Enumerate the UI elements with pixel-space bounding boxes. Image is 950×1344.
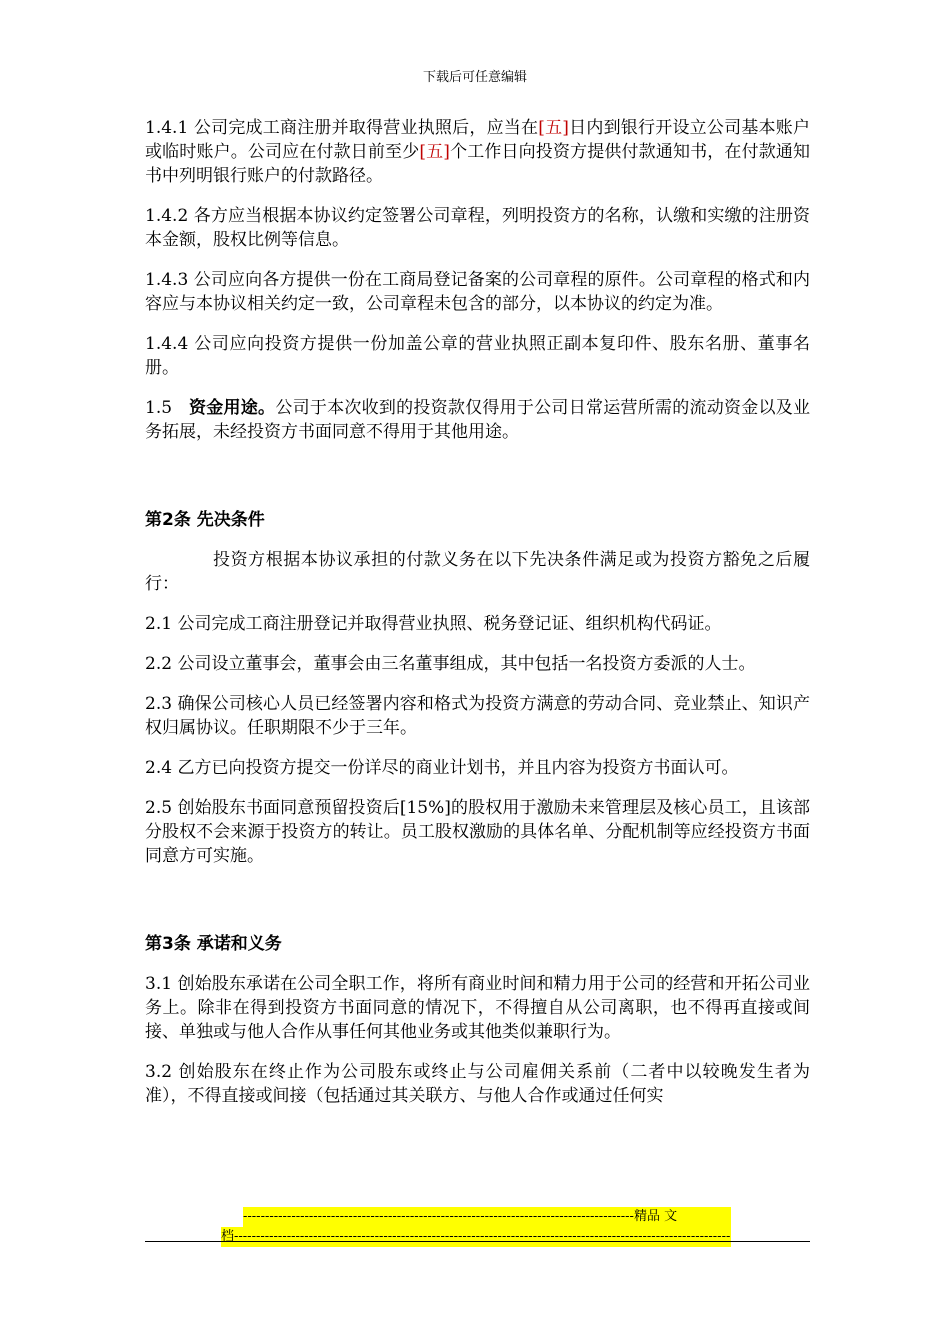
clause-1-4-3: 1.4.3 公司应向各方提供一份在工商局登记备案的公司章程的原件。公司章程的格式和内容应与本协议相关约定一致，公司章程未包含的部分，以本协议的约定为准。 [145, 270, 810, 314]
clause-text: 日内到银行开设立公司基本账户或临时账户。公司应在付款日前至少 [145, 118, 810, 162]
footer-rule [145, 1241, 810, 1242]
document-body [145, 116, 810, 1124]
section-2-intro: 投资方根据本协议承担的付款义务在以下先决条件满足或为投资方豁免之后履行： [145, 550, 810, 594]
clause-text: 1.4.1 公司完成工商注册并取得营业执照后，应当在 [145, 118, 539, 138]
clause-number: 1.5 [145, 398, 190, 418]
placeholder-workdays: [五] [419, 142, 450, 162]
section-3-heading: 第3条 承诺和义务 [145, 934, 282, 954]
clause-text: 个工作日向投资方提供付款通知书，在付款通知书中列明银行账户的付款路径。 [145, 142, 811, 186]
footer-line-2: 档----------------------------------------------------------------------------------------------------------------- [221, 1227, 731, 1247]
clause-title: 资金用途。 [189, 398, 276, 418]
clause-2-1: 2.1 公司完成工商注册登记并取得营业执照、税务登记证、组织机构代码证。 [145, 614, 722, 634]
clause-text: 公司于本次收到的投资款仅得用于公司日常运营所需的流动资金以及业务拓展，未经投资方书面同意不得用于其他用途。 [145, 398, 811, 442]
page-header: 下载后可任意编辑 [422, 70, 527, 85]
clause-1-5 [145, 396, 810, 444]
clause-2-5: 2.5 创始股东书面同意预留投资后[15%]的股权用于激励未来管理层及核心员工，且该部分股权不会来源于投资方的转让。员工股权激励的具体名单、分配机制等应经投资方书面同意方可实施。 [145, 798, 810, 866]
clause-2-2: 2.2 公司设立董事会，董事会由三名董事组成，其中包括一名投资方委派的人士。 [145, 654, 756, 674]
clause-2-4: 2.4 乙方已向投资方提交一份详尽的商业计划书，并且内容为投资方书面认可。 [145, 758, 739, 778]
clause-1-4-1 [145, 116, 810, 188]
clause-2-3: 2.3 确保公司核心人员已经签署内容和格式为投资方满意的劳动合同、竞业禁止、知识产权归属协议。任职期限不少于三年。 [145, 694, 810, 738]
clause-1-4-4: 1.4.4 公司应向投资方提供一份加盖公章的营业执照正副本复印件、股东名册、董事名册。 [145, 334, 810, 378]
clause-1-4-2: 1.4.2 各方应当根据本协议约定签署公司章程，列明投资方的名称，认缴和实缴的注册资本金额，股权比例等信息。 [145, 206, 810, 250]
placeholder-days: [五] [538, 118, 569, 138]
footer-line-1: -----------------------------------------------------------------------------------------精品 文 [243, 1207, 731, 1227]
clause-3-2: 3.2 创始股东在终止作为公司股东或终止与公司雇佣关系前（二者中以较晚发生者为准），不得直接或间接（包括通过其关联方、与他人合作或通过任何实 [145, 1062, 810, 1106]
section-2-heading: 第2条 先决条件 [145, 510, 265, 530]
clause-3-1: 3.1 创始股东承诺在公司全职工作，将所有商业时间和精力用于公司的经营和开拓公司业务上。除非在得到投资方书面同意的情况下，不得擅自从公司离职，也不得再直接或间接、单独或与他人合作从事任何其他业务或其他类似兼职行为。 [145, 974, 810, 1042]
